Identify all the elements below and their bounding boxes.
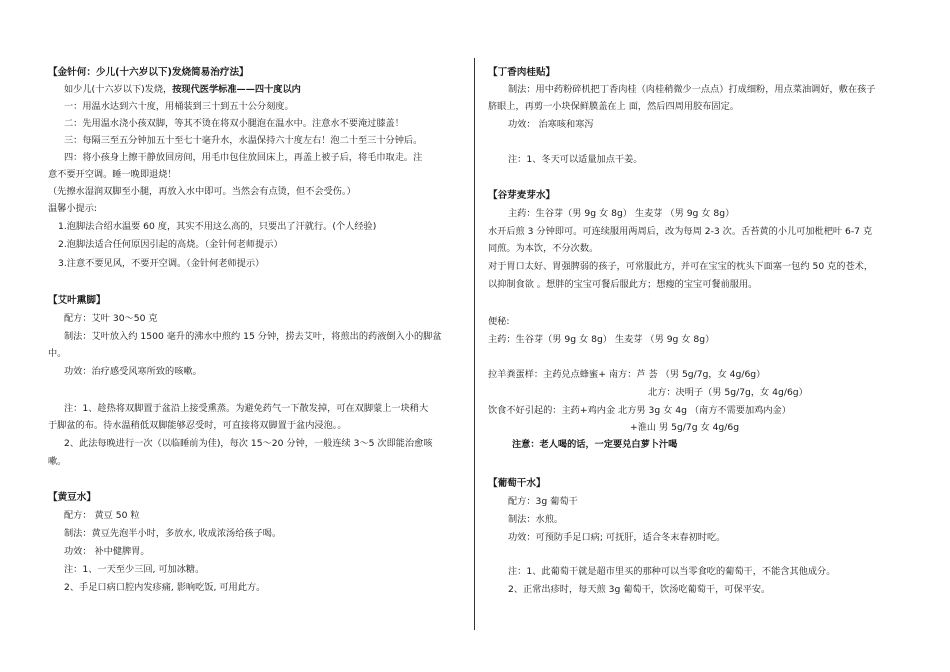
putao-note-1: 注：1、此葡萄干就是超市里买的那种可以当零食吃的葡萄干，不能含其他成分。 (508, 566, 836, 577)
guya-line-3: 同煎。为本饮，不分次数。 (488, 243, 599, 254)
jinzhen-intro: 如少儿(十六岁以下)发烧，按现代医学标准——四十度以内 (64, 84, 301, 95)
huangdou-recipe: 配方： 黄豆 50 粒 (64, 510, 140, 521)
aiye-note-1-cont: 于脚盆的布。待水温稍低双脚能够忍受时，可直接将双脚置于盆内浸泡。。 (48, 420, 347, 431)
tip-3: 3.注意不要见风，不要开空调。（金针何老师提示） (58, 258, 265, 269)
tips-title: 温馨小提示: (48, 203, 98, 214)
constipation-title: 便秘: (488, 316, 510, 327)
dingxiang-method-cont: 脐眼上，再剪一小块保鲜膜盖在上 面，然后四周用胶布固定。 (488, 101, 739, 112)
putao-recipe: 配方：3g 葡萄干 (508, 496, 578, 507)
guya-line-5: 以抑制食欲 。想胖的宝宝可餐后服此方；想瘦的宝宝可餐前服用。 (488, 279, 758, 290)
column-divider (474, 58, 475, 630)
aiye-title: 【艾叶熏脚】 (48, 295, 106, 306)
dingxiang-effect: 功效： 治寒咳和寒泻 (508, 119, 594, 130)
huangdou-title: 【黄豆水】 (48, 492, 96, 503)
aiye-method: 制法：艾叶放入约 1500 毫升的沸水中煎约 15 分钟，捞去艾叶，将煎出的药液倒入小的脚盆 (64, 331, 442, 342)
jinzhen-title: 【金针何：少儿(十六岁以下)发烧简易治疗法】 (48, 67, 249, 78)
dingxiang-title: 【丁香肉桂贴】 (488, 67, 556, 78)
putao-title: 【葡萄干水】 (488, 478, 546, 489)
aiye-note-2: 2、此法每晚进行一次（以临睡前为佳)，每次 15～20 分钟，一般连续 3～5 次即能治愈咳 (64, 438, 433, 449)
jinzhen-step-4: 四：将小孩身上擦干静放回房间，用毛巾包住放回床上，再盖上被子后，将毛巾取走。注 (64, 152, 423, 163)
jinzhen-step-1: 一：用温水达到六十度，用桶装到三十到五十公分刻度。 (64, 101, 294, 112)
putao-note-2: 2、正常出疹时，每天煎 3g 葡萄干，饮汤吃葡萄干，可保平安。 (508, 584, 771, 595)
elderly-warning: 注意：老人喝的话，一定要兑白萝卜汁喝 (512, 439, 678, 450)
dingxiang-note: 注：1、冬天可以适量加点干姜。 (508, 154, 643, 165)
putao-method: 制法：水煎。 (508, 514, 564, 525)
aiye-method-cont: 中。 (48, 348, 67, 359)
dingxiang-method: 制法：用中药粉碎机把丁香肉桂（肉桂稍微少一点点）打成细粉，用点菜油调好，敷在孩子 (508, 84, 876, 95)
constipation-main-med: 主药：生谷芽（男 9g 女 8g） 生麦芽 （男 9g 女 8g） (488, 334, 715, 345)
appetite-line-1: 饮食不好引起的：主药+鸡内金 北方男 3g 女 4g （南方不需要加鸡内金） (488, 405, 791, 416)
laxative-north: 北方：决明子（男 5g/7g，女 4g/6g） (648, 387, 808, 398)
aiye-note-2-cont: 嗽。 (48, 456, 67, 467)
guya-line-4: 对于胃口太好、胃强脾弱的孩子，可常服此方，并可在宝宝的枕头下面塞一包约 50 克的苍术， (488, 261, 874, 272)
huangdou-note-2: 2、手足口病口腔内发疹痛, 影响吃饭, 可用此方。 (64, 582, 266, 593)
huangdou-note-1: 注：1、一天至少三回, 可加冰糖。 (64, 564, 205, 575)
guya-main-med: 主药：生谷芽（男 9g 女 8g） 生麦芽 （男 9g 女 8g） (508, 208, 735, 219)
jinzhen-step-2: 二：先用温水浇小孩双脚，等其不烫在将双小腿泡在温水中。注意水不要淹过膝盖！ (64, 118, 404, 129)
jinzhen-step-3: 三：每隔三至五分钟加五十至七十毫升水，水温保持六十度左右！泡二十至三十分钟后。 (64, 135, 423, 146)
tip-2: 2.泡脚法适合任何原因引起的高烧。（金针何老师提示） (58, 239, 283, 250)
laxative-south: 拉羊粪蛋样：主药兑点蜂蜜+ 南方：芦 荟 （男 5g/7g，女 4g/6g） (488, 369, 766, 380)
tip-1: 1.泡脚法合绍水温要 60 度，其实不用这么高的，只要出了汗就行。(个人经验) (58, 221, 377, 232)
jinzhen-step-4-cont: 意不要开空调。睡一晚即退烧！ (48, 169, 177, 180)
jinzhen-note: （先擦水湿润双脚至小腿，再放入水中即可。当然会有点烫，但不会受伤。） (48, 186, 356, 197)
guya-line-2: 水开后煎 3 分钟即可。可连续服用两周后，改为每周 2-3 次。舌苔黄的小儿可加枇杷叶 6-7 克 (488, 226, 873, 237)
aiye-effect: 功效：治疗感受风寒所致的咳嗽。 (64, 366, 202, 377)
huangdou-effect: 功效： 补中健脾胃。 (64, 546, 150, 557)
huangdou-method: 制法：黄豆先泡半小时，多放水, 收成浓汤给孩子喝。 (64, 528, 282, 539)
putao-effect: 功效：可预防手足口病; 可抚肝，适合冬末春初时吃。 (508, 532, 726, 543)
appetite-line-2: +淮山 男 5g/7g 女 4g/6g (630, 422, 740, 433)
aiye-recipe: 配方：艾叶 30～50 克 (64, 313, 158, 324)
guya-title: 【谷芽麦芽水】 (488, 190, 556, 201)
aiye-note-1: 注：1、趁热将双脚置于盆沿上接受熏蒸。为避免药气一下散发掉，可在双脚蒙上一块稍大 (64, 403, 429, 414)
